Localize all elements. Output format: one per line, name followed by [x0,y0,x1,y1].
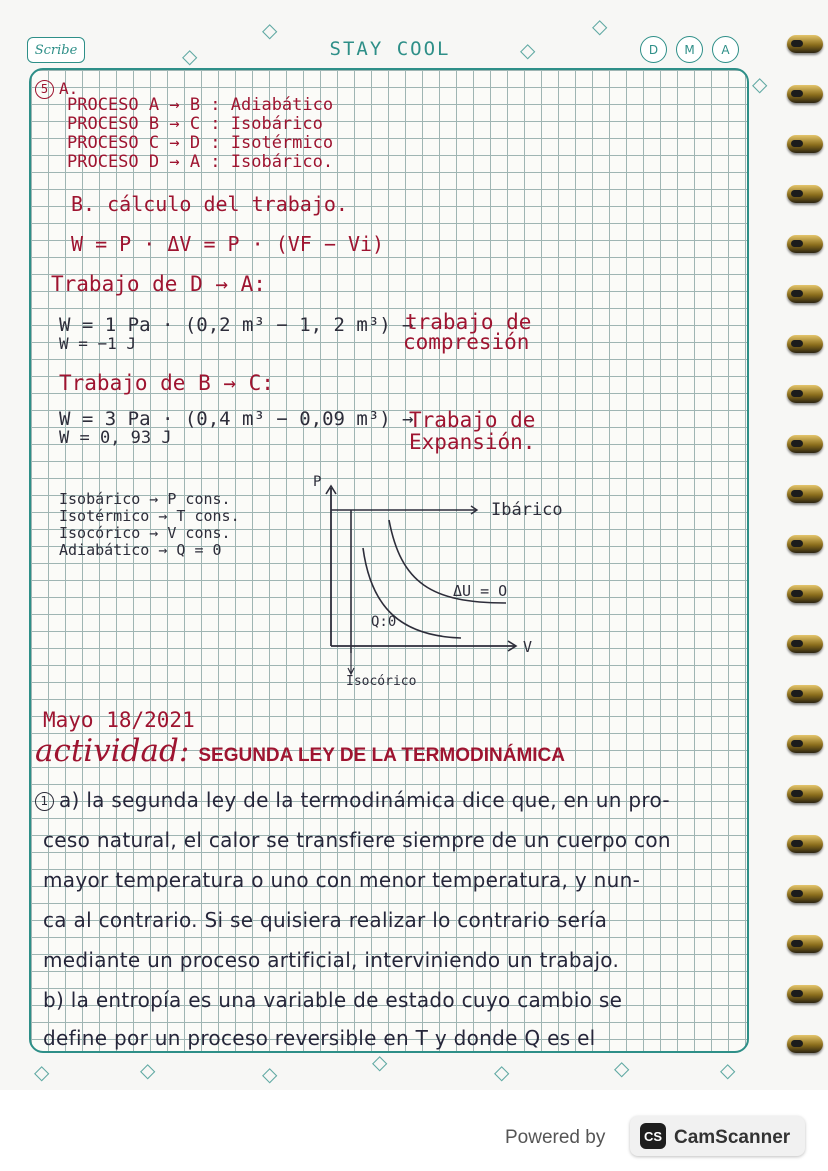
grid-sheet [29,68,749,1053]
diamond-icon: ◇ [262,1062,278,1086]
activity-heading: actividad: SEGUNDA LEY DE LA TERMODINÁMICA [35,733,565,769]
answer-line: ceso natural, el calor se transfiere siempre de un cuerpo con [43,828,671,852]
work-da-title: Trabajo de D → A: [51,272,266,296]
section-number: 5 A. [35,80,78,99]
diamond-icon: ◇ [372,1050,388,1074]
slogan: STAY COOL [329,38,451,60]
isobaric-label: Ibárico [491,500,563,520]
process-line: PROCESO A → B : Adiabático [67,95,334,115]
adiabatic-label: Q:0 [371,614,397,630]
work-da-calc: W = 1 Pa · (0,2 m³ − 1, 2 m³) → [59,314,414,336]
work-bc-label: Trabajo de [409,408,536,432]
month-badge: M [676,36,703,63]
answer-line: mediante un proceso artificial, interviniendo un trabajo. [43,948,620,972]
diamond-icon: ◇ [34,1060,50,1084]
activity-date: Mayo 18/2021 [43,708,195,732]
notebook-spiral [787,30,827,1070]
powered-by-text: Powered by [505,1127,606,1148]
diamond-icon: ◇ [614,1056,630,1080]
work-bc-label: Expansión. [409,430,536,454]
legend-line: Isocórico → V cons. [59,524,231,542]
diamond-icon: ◇ [262,18,278,42]
work-bc-title: Trabajo de B → C: [59,371,274,395]
answer-line: b) la entropía es una variable de estado cuyo cambio se [43,988,623,1012]
day-badge: D [640,36,667,63]
brand-logo: Scribe [27,37,85,63]
diamond-icon: ◇ [520,38,536,62]
work-bc-calc: W = 3 Pa · (0,4 m³ − 0,09 m³) → [59,408,414,430]
diamond-icon: ◇ [752,72,768,96]
isochoric-label: Isocórico [346,674,417,688]
camscanner-name: CamScanner [674,1127,791,1148]
answer-line: mayor temperatura o uno con menor temperatura, y nun- [43,868,641,892]
process-line: PROCESO B → C : Isobárico [67,114,323,134]
diamond-icon: ◇ [720,1058,736,1082]
work-da-label: trabajo de [405,310,532,334]
legend-line: Isobárico → P cons. [59,490,231,508]
diamond-icon: ◇ [494,1060,510,1084]
part-b-heading: B. cálculo del trabajo. [71,192,348,216]
process-line: PROCESO D → A : Isobárico. [67,152,334,172]
work-formula: W = P · ΔV = P · (VF − Vi) [71,232,385,256]
work-da-result: W = −1 J [59,334,137,353]
year-badge: A [712,36,739,63]
diamond-icon: ◇ [140,1058,156,1082]
answer-line: ca al contrario. Si se quisiera realizar lo contrario sería [43,908,608,932]
p-axis-label: P [313,474,322,490]
work-da-label: compresión [403,330,530,354]
legend-line: Adiabático → Q = 0 [59,541,222,559]
work-bc-result: W = 0, 93 J [59,428,172,448]
answer-line: define por un proceso reversible en T y donde Q es el [43,1026,596,1050]
answer-line: 1 a) la segunda ley de la termodinámica dice que, en un pro- [35,790,670,811]
pv-diagram [301,468,581,688]
v-axis-label: V [523,638,533,656]
isothermal-label: ΔU = O [453,582,508,600]
diamond-icon: ◇ [592,14,608,38]
legend-line: Isotérmico → T cons. [59,507,240,525]
camscanner-logo-icon: CS [640,1123,666,1149]
diamond-icon: ◇ [182,44,198,68]
process-line: PROCESO C → D : Isotérmico [67,133,334,153]
